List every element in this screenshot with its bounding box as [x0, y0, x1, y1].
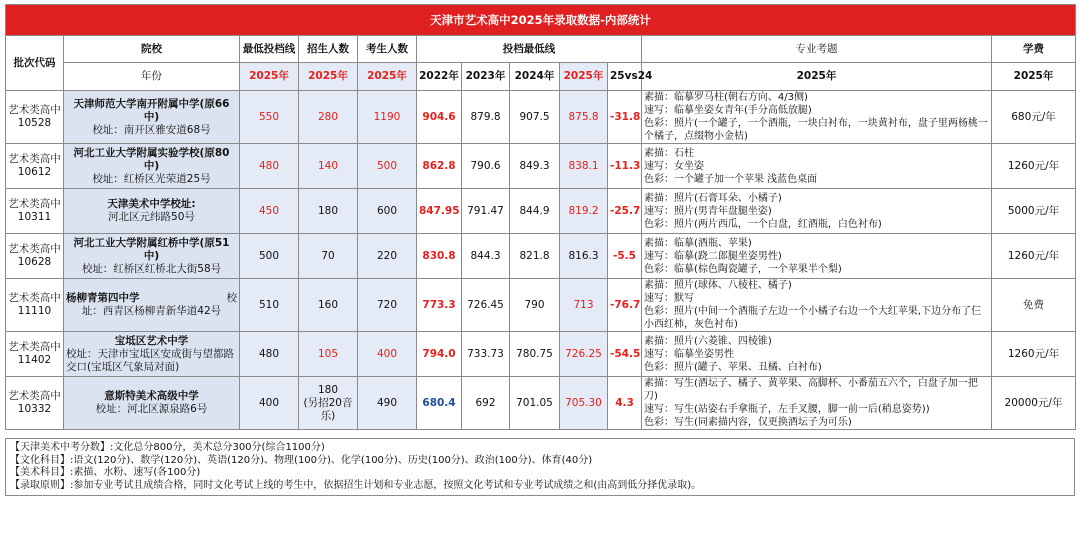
header-min-line: 最低投档线 [240, 36, 299, 63]
topic-cell: 素描：照片(球体、八棱柱、橘子) 速写：默写 色彩：照片(中间一个酒瓶子左边一个小橘子右边一个大红苹果,下边分布了仨小西红柿，灰色衬布) [642, 279, 992, 332]
header-fee-year: 2025年 [992, 63, 1076, 91]
line-2022-cell: 847.95 [417, 189, 462, 234]
table-row [6, 91, 1076, 144]
batch-code-cell: 艺术类高中 10528 [6, 91, 64, 144]
table-title: 天津市艺术高中2025年录取数据-内部统计 [6, 5, 1076, 36]
applicants-cell: 400 [358, 332, 417, 377]
enroll-cell: 70 [299, 234, 358, 279]
line-2022-cell: 680.4 [417, 377, 462, 430]
fee-cell: 1260元/年 [992, 234, 1076, 279]
batch-code-cell: 艺术类高中 10311 [6, 189, 64, 234]
header-topic: 专业考题 [642, 36, 992, 63]
table-row [6, 377, 1076, 430]
fee-cell: 5000元/年 [992, 189, 1076, 234]
enroll-cell: 140 [299, 144, 358, 189]
header-school: 院校 [64, 36, 240, 63]
header-code: 批次代码 [6, 36, 64, 91]
diff-cell: -5.5 [608, 234, 642, 279]
line-2023-cell: 790.6 [462, 144, 510, 189]
line-2025-cell: 838.1 [560, 144, 608, 189]
fee-cell: 1260元/年 [992, 332, 1076, 377]
line-2024-cell: 849.3 [510, 144, 560, 189]
fee-cell: 免费 [992, 279, 1076, 332]
line-2024-cell: 821.8 [510, 234, 560, 279]
min-line-cell: 450 [240, 189, 299, 234]
school-cell: 河北工业大学附属实验学校(原80中) 校址：红桥区光荣道25号 [64, 144, 240, 189]
line-2022-cell: 773.3 [417, 279, 462, 332]
line-2023-cell: 844.3 [462, 234, 510, 279]
line-2022-cell: 794.0 [417, 332, 462, 377]
line-2024-cell: 790 [510, 279, 560, 332]
topic-cell: 素描：写生(酒坛子、橘子、黄苹果、高脚杯、小番茄五六个，白盘子加一把刀) 速写：写生(站姿右手拿瓶子，左手叉腰，脚一前一后(稍息姿势)) 色彩：写生(同素描内容，仅更换酒坛子为可乐) [642, 377, 992, 430]
school-cell: 天津师范大学南开附属中学(原66中) 校址：南开区雅安道68号 [64, 91, 240, 144]
diff-cell: 4.3 [608, 377, 642, 430]
enroll-cell: 105 [299, 332, 358, 377]
table-row [6, 234, 1076, 279]
note-line: 【文化科目】:语文(120分)、数学(120分)、英语(120分)、物理(100分)、化学(100分)、历史(100分)、政治(100分)、体育(40分) [10, 454, 593, 466]
line-2025-cell: 816.3 [560, 234, 608, 279]
enroll-cell: 280 [299, 91, 358, 144]
school-cell: 天津美术中学校址: 河北区元纬路50号 [64, 189, 240, 234]
table-row [6, 189, 1076, 234]
diff-cell: -11.3 [608, 144, 642, 189]
diff-cell: -25.7 [608, 189, 642, 234]
line-2022-cell: 904.6 [417, 91, 462, 144]
line-2024-cell: 907.5 [510, 91, 560, 144]
line-2023-cell: 879.8 [462, 91, 510, 144]
note-line: 【录取原则】:参加专业考试且成绩合格，同时文化考试上线的考生中，依据招生计划和专业志愿，按照文化考试和专业考试成绩之和(由高到低分择优录取)。 [10, 479, 702, 491]
header-2022: 2022年 [417, 63, 462, 91]
diff-cell: -54.5 [608, 332, 642, 377]
line-2025-cell: 819.2 [560, 189, 608, 234]
applicants-cell: 500 [358, 144, 417, 189]
header-applicants: 考生人数 [358, 36, 417, 63]
note-line: 【天津美术中考分数】:文化总分800分，美术总分300分(综合1100分) [10, 442, 325, 453]
enroll-cell: 180 [299, 189, 358, 234]
min-line-cell: 400 [240, 377, 299, 430]
fee-cell: 680元/年 [992, 91, 1076, 144]
line-2023-cell: 726.45 [462, 279, 510, 332]
header-2025: 2025年 [560, 63, 608, 91]
header-min-2025: 2025年 [240, 63, 299, 91]
header-diff: 25vs24 [608, 63, 642, 91]
school-cell: 意斯特美术高级中学 校址：河北区源泉路6号 [64, 377, 240, 430]
topic-cell: 素描：临摹罗马柱(朝右方向、4/3侧) 速写：临摹坐姿女青年(手分高低放腿) 色彩：照片(一个罐子，一个酒瓶，一块白衬布，一块黄衬布，盘子里两杨桃一个橘子，点缀物小金桔) [642, 91, 992, 144]
min-line-cell: 480 [240, 332, 299, 377]
topic-cell: 素描：照片(石膏耳朵、小橘子) 速写：照片(男青年盘腿坐姿) 色彩：照片(两片西瓜，一个白盘，红酒瓶，白色衬布) [642, 189, 992, 234]
header-year-label: 年份 [64, 63, 240, 91]
header-apply-2025: 2025年 [358, 63, 417, 91]
min-line-cell: 500 [240, 234, 299, 279]
applicants-cell: 1190 [358, 91, 417, 144]
school-cell: 宝坻区艺术中学 校址：天津市宝坻区安成街与望都路交口(宝坻区气象局对面) [64, 332, 240, 377]
table-row [6, 144, 1076, 189]
fee-cell: 1260元/年 [992, 144, 1076, 189]
batch-code-cell: 艺术类高中 11110 [6, 279, 64, 332]
diff-cell: -31.8 [608, 91, 642, 144]
line-2024-cell: 701.05 [510, 377, 560, 430]
header-topic-year: 2025年 [642, 63, 992, 91]
line-2025-cell: 705.30 [560, 377, 608, 430]
header-2023: 2023年 [462, 63, 510, 91]
note-line: 【美术科目】:素描、水粉、速写(各100分) [10, 467, 201, 478]
line-2025-cell: 875.8 [560, 91, 608, 144]
min-line-cell: 480 [240, 144, 299, 189]
line-2024-cell: 780.75 [510, 332, 560, 377]
notes-box [5, 438, 1075, 496]
school-cell: 杨柳青第四中学 校 址：西青区杨柳青新华道42号 [64, 279, 240, 332]
min-line-cell: 510 [240, 279, 299, 332]
line-2022-cell: 830.8 [417, 234, 462, 279]
school-cell: 河北工业大学附属红桥中学(原51中) 校址：红桥区红桥北大街58号 [64, 234, 240, 279]
table-row [6, 332, 1076, 377]
applicants-cell: 720 [358, 279, 417, 332]
topic-cell: 素描：临摹(酒瓶、苹果) 速写：临摹(跷二郎腿坐姿男性) 色彩：临摹(棕色陶瓷罐子，一个苹果半个梨) [642, 234, 992, 279]
batch-code-cell: 艺术类高中 10612 [6, 144, 64, 189]
header-fee: 学费 [992, 36, 1076, 63]
diff-cell: -76.7 [608, 279, 642, 332]
applicants-cell: 220 [358, 234, 417, 279]
fee-cell: 20000元/年 [992, 377, 1076, 430]
line-2023-cell: 791.47 [462, 189, 510, 234]
line-2022-cell: 862.8 [417, 144, 462, 189]
applicants-cell: 600 [358, 189, 417, 234]
line-2023-cell: 733.73 [462, 332, 510, 377]
header-enroll: 招生人数 [299, 36, 358, 63]
header-enroll-2025: 2025年 [299, 63, 358, 91]
applicants-cell: 490 [358, 377, 417, 430]
batch-code-cell: 艺术类高中 10332 [6, 377, 64, 430]
admission-stats-sheet [5, 4, 1075, 496]
table-row [6, 279, 1076, 332]
line-2023-cell: 692 [462, 377, 510, 430]
enroll-cell: 180 (另招20音乐) [299, 377, 358, 430]
topic-cell: 素描：照片(六菱锥、四棱锥) 速写：临摹坐姿男性 色彩：照片(罐子、苹果、丑橘、白衬布) [642, 332, 992, 377]
admission-table [5, 4, 1076, 430]
line-2025-cell: 713 [560, 279, 608, 332]
header-2024: 2024年 [510, 63, 560, 91]
line-2024-cell: 844.9 [510, 189, 560, 234]
topic-cell: 素描：石柱 速写：女坐姿 色彩：一个罐子加一个苹果 浅蓝色桌面 [642, 144, 992, 189]
batch-code-cell: 艺术类高中 10628 [6, 234, 64, 279]
header-toudang: 投档最低线 [417, 36, 642, 63]
min-line-cell: 550 [240, 91, 299, 144]
line-2025-cell: 726.25 [560, 332, 608, 377]
enroll-cell: 160 [299, 279, 358, 332]
batch-code-cell: 艺术类高中 11402 [6, 332, 64, 377]
